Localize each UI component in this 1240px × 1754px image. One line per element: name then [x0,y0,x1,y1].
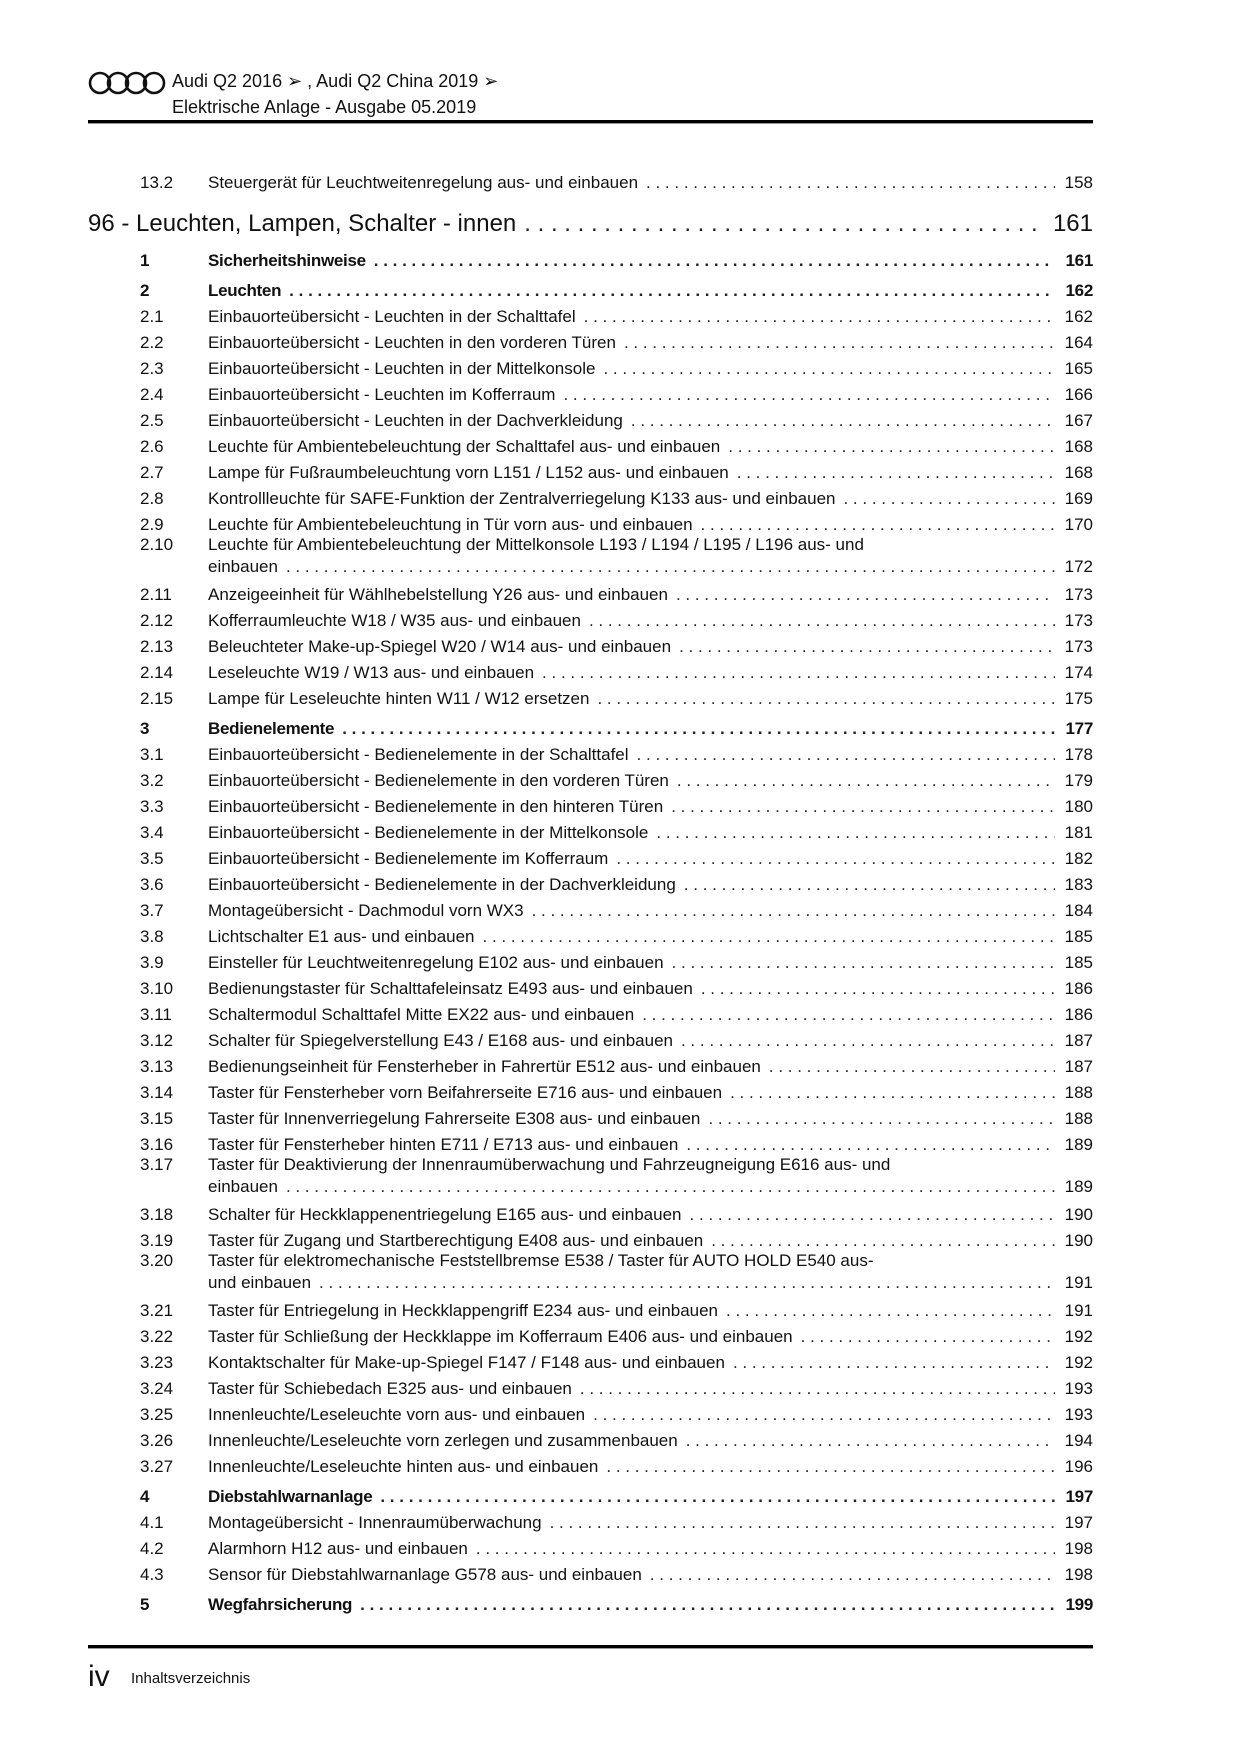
toc-leader-dots [728,434,1055,460]
toc-leader-dots [642,1002,1055,1028]
toc-entry-number: 3.6 [140,875,164,894]
toc-entry-title: Innenleuchte/Leseleuchte vorn zerlegen und zusammenbauen [208,1428,686,1454]
toc-entry-title: Einbauorteübersicht - Bedienelemente in der Mittelkonsole [208,820,656,846]
toc-entry[interactable] [88,1376,1093,1402]
chapter-title: 96 - Leuchten, Lampen, Schalter - innen [88,204,524,244]
toc-chapter-heading[interactable] [88,204,1093,244]
toc-leader-dots [801,1324,1055,1350]
toc-entry-number: 3.13 [140,1057,174,1076]
toc-leader-dots [289,278,1055,304]
toc-entry[interactable] [88,846,1093,872]
chapter-page: 161 [1052,210,1093,237]
toc-entry-page: 192 [1064,1353,1093,1372]
toc-entry-title: Leuchte für Ambientebeleuchtung in Tür vorn aus- und einbauen [208,512,701,538]
toc-section-entry[interactable] [88,1484,1093,1510]
toc-section-entry[interactable] [88,248,1093,274]
header-title [172,68,498,120]
header-title-line1: Audi Q2 2016 ➢ , Audi Q2 China 2019 ➢ [172,71,499,91]
toc-leader-dots [542,660,1055,686]
toc-entry-number: 2.11 [140,585,172,604]
toc-leader-dots [342,716,1055,742]
toc-entry-page: 161 [1065,251,1093,270]
toc-entry[interactable] [88,582,1093,608]
toc-entry-page: 188 [1064,1083,1093,1102]
toc-entry-title: Taster für elektromechanische Feststellbremse E538 / Taster für AUTO HOLD E540 aus- [208,1251,874,1270]
toc-entry[interactable] [88,1002,1093,1028]
toc-leader-dots [580,1376,1055,1402]
toc-leader-dots [589,608,1055,634]
footer-page-number: iv [88,1660,110,1693]
toc-entry-number: 3.10 [140,979,174,998]
toc-entry-number: 3.8 [140,927,164,946]
toc-entry-page: 194 [1064,1431,1093,1450]
toc-entry[interactable] [88,1155,1093,1202]
toc-leader-dots [681,1028,1055,1054]
toc-entry-number: 3.4 [140,823,164,842]
toc-entry-page: 174 [1064,663,1093,682]
toc-entry-page: 188 [1064,1109,1093,1128]
toc-entry-title: Bedienungseinheit für Fensterheber in Fahrertür E512 aus- und einbauen [208,1054,769,1080]
toc-entry[interactable] [88,634,1093,660]
toc-entry[interactable] [88,1251,1093,1298]
toc-leader-dots [656,820,1055,846]
toc-entry-number: 3.25 [140,1405,174,1424]
toc-entry[interactable] [88,820,1093,846]
toc-leader-dots [374,248,1055,274]
toc-entry-page: 166 [1064,385,1093,404]
toc-entry[interactable] [88,794,1093,820]
toc-entry-title: Einbauorteübersicht - Bedienelemente in den hinteren Türen [208,794,671,820]
toc-entry-page: 191 [1064,1301,1093,1320]
toc-entry-number: 3.27 [140,1457,174,1476]
toc-entry-number: 2.10 [140,535,174,554]
toc-entry-page: 191 [1064,1273,1093,1292]
toc-entry-title: Einbauorteübersicht - Leuchten in den vorderen Türen [208,330,624,356]
toc-entry-title: Innenleuchte/Leseleuchte hinten aus- und einbauen [208,1454,606,1480]
toc-entry-number: 3.5 [140,849,164,868]
toc-leader-dots [584,304,1055,330]
toc-entry[interactable] [88,686,1093,712]
toc-entry-number: 13.2 [140,173,174,192]
toc-entry-number: 3.17 [140,1155,174,1174]
toc-entry-title: Montageübersicht - Innenraumüberwachung [208,1510,550,1536]
toc-entry-number: 3.15 [140,1109,174,1128]
toc-entry-title: Einsteller für Leuchtweitenregelung E102 aus- und einbauen [208,950,672,976]
toc-entry-number: 1 [140,251,150,270]
footer-divider [88,1645,1093,1648]
toc-entry-number: 4.2 [140,1539,164,1558]
toc-entry-number: 4.3 [140,1565,164,1584]
toc-leader-dots [737,460,1055,486]
toc-entry-page: 168 [1064,463,1093,482]
toc-entry-title: Sensor für Diebstahlwarnanlage G578 aus- und einbauen [208,1562,650,1588]
toc-entry-page: 189 [1064,1177,1093,1196]
toc-entry-page: 190 [1064,1205,1093,1224]
toc-entry-number: 3.21 [140,1301,174,1320]
toc-entry[interactable] [88,660,1093,686]
toc-entry-title: Einbauorteübersicht - Bedienelemente in der Dachverkleidung [208,872,684,898]
toc-entry-title: Schaltermodul Schalttafel Mitte EX22 aus- und einbauen [208,1002,642,1028]
toc-entry-page: 162 [1064,307,1093,326]
toc-entry-title: Bedienelemente [208,716,342,742]
toc-entry-page: 198 [1064,1539,1093,1558]
toc-entry[interactable] [88,460,1093,486]
toc-entry-title: Einbauorteübersicht - Bedienelemente in den vorderen Türen [208,768,677,794]
toc-entry-number: 3 [140,719,150,738]
toc-entry-title: Innenleuchte/Leseleuchte vorn aus- und einbauen [208,1402,593,1428]
toc-leader-dots [483,924,1055,950]
toc-entry-title-continued: und einbauen [208,1272,319,1294]
toc-entry[interactable] [88,1080,1093,1106]
toc-leader-dots [679,634,1055,660]
toc-entry-page: 178 [1064,745,1093,764]
toc-entry-number: 2.4 [140,385,164,404]
toc-leader-dots [650,1562,1055,1588]
toc-entry-title: Wegfahrsicherung [208,1592,360,1618]
toc-entry[interactable] [88,1454,1093,1480]
toc-entry-number: 2.6 [140,437,164,456]
toc-entry-number: 4.1 [140,1513,164,1532]
toc-entry[interactable] [88,1428,1093,1454]
toc-entry-number: 3.3 [140,797,164,816]
toc-entry[interactable] [88,304,1093,330]
toc-entry[interactable] [88,608,1093,634]
toc-entry-number: 2.1 [140,307,164,326]
toc-leader-dots [843,486,1055,512]
toc-entry-title: Taster für Fensterheber vorn Beifahrerseite E716 aus- und einbauen [208,1080,730,1106]
toc-entry-page: 196 [1064,1457,1093,1476]
toc-entry-page: 169 [1064,489,1093,508]
toc-entry-page: 186 [1064,979,1093,998]
toc-entry-number: 3.11 [140,1005,172,1024]
toc-entry[interactable] [88,486,1093,512]
toc-entry-page: 168 [1064,437,1093,456]
toc-entry[interactable] [88,872,1093,898]
toc-entry-page: 193 [1064,1379,1093,1398]
toc-leader-dots [603,356,1055,382]
toc-entry-number: 4 [140,1487,150,1506]
toc-leader-dots [769,1054,1055,1080]
toc-leader-dots [690,1202,1056,1228]
toc-entry-page: 187 [1064,1031,1093,1050]
toc-entry-page: 183 [1064,875,1093,894]
toc-entry-page: 177 [1065,719,1093,738]
toc-entry[interactable] [88,408,1093,434]
toc-entry-title: Anzeigeeinheit für Wählhebelstellung Y26 aus- und einbauen [208,582,676,608]
toc-leader-dots [286,556,1055,578]
toc-entry-number: 2.2 [140,333,164,352]
toc-entry-title: Einbauorteübersicht - Bedienelemente in der Schalttafel [208,742,637,768]
toc-entry[interactable] [88,1324,1093,1350]
toc-leader-dots [550,1510,1055,1536]
toc-entry-title: Taster für Schließung der Heckklappe im Kofferraum E406 aus- und einbauen [208,1324,801,1350]
toc-entry-number: 3.23 [140,1353,174,1372]
toc-leader-dots [708,1106,1055,1132]
toc-entry-page: 164 [1064,333,1093,352]
toc-leader-dots [286,1176,1055,1198]
toc-entry-number: 2.15 [140,689,174,708]
toc-entry-page: 182 [1064,849,1093,868]
toc-entry-number: 5 [140,1595,150,1614]
toc-entry[interactable] [88,1536,1093,1562]
toc-leader-dots [730,1080,1055,1106]
toc-entry-title: Steuergerät für Leuchtweitenregelung aus- und einbauen [208,170,646,196]
toc-entry-number: 3.2 [140,771,164,790]
page-header [88,64,1093,124]
toc-entry-title: Beleuchteter Make-up-Spiegel W20 / W14 aus- und einbauen [208,634,679,660]
toc-entry-page: 192 [1064,1327,1093,1346]
toc-leader-dots [563,382,1055,408]
toc-leader-dots [684,872,1055,898]
toc-leader-dots [733,1350,1055,1376]
toc-entry[interactable] [88,170,1093,196]
toc-entry-page: 193 [1064,1405,1093,1424]
toc-entry-title: Kontaktschalter für Make-up-Spiegel F147 / F148 aus- und einbauen [208,1350,733,1376]
toc-entry-number: 2.12 [140,611,174,630]
toc-entry-title-continued: einbauen [208,556,286,578]
toc-entry-title: Taster für Schiebedach E325 aus- und einbauen [208,1376,580,1402]
toc-entry-page: 162 [1065,281,1093,300]
toc-entry[interactable] [88,924,1093,950]
toc-entry-page: 175 [1064,689,1093,708]
toc-entry-number: 2.14 [140,663,174,682]
toc-entry-list [88,248,1093,1618]
toc-leader-dots [476,1536,1055,1562]
toc-leader-dots [532,898,1055,924]
toc-entry[interactable] [88,1202,1093,1228]
toc-entry-number: 3.14 [140,1083,174,1102]
toc-entry-page: 172 [1064,557,1093,576]
toc-entry-number: 3.20 [140,1251,174,1270]
toc-entry[interactable] [88,1510,1093,1536]
toc-entry-page: 185 [1064,927,1093,946]
toc-entry-number: 3.9 [140,953,164,972]
toc-entry[interactable] [88,950,1093,976]
toc-entry-page: 158 [1064,173,1093,192]
toc-entry-page: 184 [1064,901,1093,920]
toc-entry-page: 167 [1064,411,1093,430]
toc-entry-page: 189 [1064,1135,1093,1154]
toc-leader-dots [701,976,1055,1002]
toc-entry-title: Einbauorteübersicht - Bedienelemente im Kofferraum [208,846,616,872]
toc-entry-title: Leuchte für Ambientebeleuchtung der Schalttafel aus- und einbauen [208,434,728,460]
toc-leader-dots [672,950,1055,976]
toc-entry[interactable] [88,898,1093,924]
toc-entry[interactable] [88,1298,1093,1324]
toc-entry-page: 180 [1064,797,1093,816]
toc-entry[interactable] [88,535,1093,582]
audi-rings-logo-icon [88,71,168,95]
toc-entry-title: Einbauorteübersicht - Leuchten in der Mittelkonsole [208,356,603,382]
toc-entry-title: Schalter für Spiegelverstellung E43 / E168 aus- und einbauen [208,1028,681,1054]
toc-entry-number: 3.16 [140,1135,174,1154]
table-of-contents [88,170,1093,1618]
toc-leader-dots [646,170,1055,196]
toc-entry-page: 197 [1064,1513,1093,1532]
toc-entry-title: Kontrollleuchte für SAFE-Funktion der Zentralverriegelung K133 aus- und einbauen [208,486,843,512]
toc-leader-dots [726,1298,1055,1324]
toc-entry-title: Montageübersicht - Dachmodul vorn WX3 [208,898,532,924]
toc-entry-title: Leseleuchte W19 / W13 aus- und einbauen [208,660,542,686]
toc-entry[interactable] [88,434,1093,460]
toc-entry[interactable] [88,1402,1093,1428]
toc-entry-page: 185 [1064,953,1093,972]
toc-leader-dots [631,408,1055,434]
toc-entry-page: 186 [1064,1005,1093,1024]
toc-entry-page: 179 [1064,771,1093,790]
toc-entry-title: Sicherheitshinweise [208,248,374,274]
toc-entry-title: Lampe für Fußraumbeleuchtung vorn L151 / L152 aus- und einbauen [208,460,737,486]
toc-entry-page: 173 [1064,611,1093,630]
toc-entry-title: Taster für Zugang und Startberechtigung E408 aus- und einbauen [208,1228,711,1254]
toc-leader-dots [606,1454,1055,1480]
toc-entry-title: Lichtschalter E1 aus- und einbauen [208,924,483,950]
toc-leader-dots [637,742,1055,768]
toc-entry-title: Lampe für Leseleuchte hinten W11 / W12 ersetzen [208,686,597,712]
toc-entry-page: 173 [1064,637,1093,656]
toc-leader-dots [360,1592,1055,1618]
toc-entry-number: 2.8 [140,489,164,508]
toc-leader-dots [686,1428,1055,1454]
toc-entry-page: 170 [1064,515,1093,534]
toc-entry[interactable] [88,382,1093,408]
toc-entry-number: 3.18 [140,1205,174,1224]
toc-entry-title: Diebstahlwarnanlage [208,1484,380,1510]
toc-leader-dots [380,1484,1055,1510]
toc-section-entry[interactable] [88,278,1093,304]
toc-entry-number: 3.19 [140,1231,174,1250]
toc-entry-title: Taster für Innenverriegelung Fahrerseite E308 aus- und einbauen [208,1106,708,1132]
toc-entry-number: 3.24 [140,1379,174,1398]
toc-leader-dots [671,794,1055,820]
toc-leader-dots [676,582,1055,608]
toc-entry-page: 187 [1064,1057,1093,1076]
toc-entry-page: 199 [1065,1595,1093,1614]
toc-section-entry[interactable] [88,1592,1093,1618]
toc-entry-number: 2.5 [140,411,164,430]
toc-entry-title: Kofferraumleuchte W18 / W35 aus- und einbauen [208,608,589,634]
toc-entry[interactable] [88,1054,1093,1080]
toc-leader-dots [319,1272,1055,1294]
toc-entry[interactable] [88,768,1093,794]
toc-entry-number: 3.1 [140,745,164,764]
toc-entry-number: 3.26 [140,1431,174,1450]
toc-entry-number: 2.9 [140,515,164,534]
toc-entry-number: 3.12 [140,1031,174,1050]
toc-entry[interactable] [88,1028,1093,1054]
toc-entry-page: 181 [1064,823,1093,842]
toc-entry-page: 173 [1064,585,1093,604]
toc-entry-title: Taster für Entriegelung in Heckklappengriff E234 aus- und einbauen [208,1298,726,1324]
toc-leader-dots [524,204,1045,244]
toc-section-entry[interactable] [88,716,1093,742]
toc-entry[interactable] [88,1350,1093,1376]
toc-leader-dots [597,686,1055,712]
toc-entry-page: 190 [1064,1231,1093,1250]
toc-entry-title: Leuchte für Ambientebeleuchtung der Mittelkonsole L193 / L194 / L195 / L196 aus- und [208,535,864,554]
footer-section-label: Inhaltsverzeichnis [131,1670,251,1687]
toc-entry-title: Taster für Deaktivierung der Innenraumüberwachung und Fahrzeugneigung E616 aus- und [208,1155,891,1174]
toc-entry[interactable] [88,330,1093,356]
header-title-line2: Elektrische Anlage - Ausgabe 05.2019 [172,97,477,117]
toc-entry-number: 2.7 [140,463,164,482]
header-divider [88,120,1093,123]
toc-entry-page: 198 [1064,1565,1093,1584]
toc-entry-title: Alarmhorn H12 aus- und einbauen [208,1536,476,1562]
toc-entry-title: Einbauorteübersicht - Leuchten im Kofferraum [208,382,563,408]
toc-entry-number: 3.7 [140,901,164,920]
toc-entry[interactable] [88,1106,1093,1132]
toc-leader-dots [616,846,1055,872]
toc-entry[interactable] [88,976,1093,1002]
toc-entry-number: 2.3 [140,359,164,378]
toc-entry-title-continued: einbauen [208,1176,286,1198]
toc-entry-title: Schalter für Heckklappenentriegelung E165 aus- und einbauen [208,1202,690,1228]
toc-entry[interactable] [88,1562,1093,1588]
toc-entry-number: 3.22 [140,1327,174,1346]
toc-entry[interactable] [88,742,1093,768]
toc-entry-number: 2.13 [140,637,174,656]
toc-entry-title: Einbauorteübersicht - Leuchten in der Dachverkleidung [208,408,631,434]
toc-entry-number: 2 [140,281,150,300]
toc-entry-page: 197 [1065,1487,1093,1506]
toc-leader-dots [593,1402,1055,1428]
toc-entry-title: Einbauorteübersicht - Leuchten in der Schalttafel [208,304,584,330]
toc-entry-title: Bedienungstaster für Schalttafeleinsatz E493 aus- und einbauen [208,976,701,1002]
toc-entry-title: Taster für Fensterheber hinten E711 / E713 aus- und einbauen [208,1132,686,1158]
toc-leader-dots [677,768,1055,794]
toc-entry-page: 165 [1064,359,1093,378]
toc-entry-title: Leuchten [208,278,289,304]
toc-entry[interactable] [88,356,1093,382]
toc-leader-dots [624,330,1055,356]
